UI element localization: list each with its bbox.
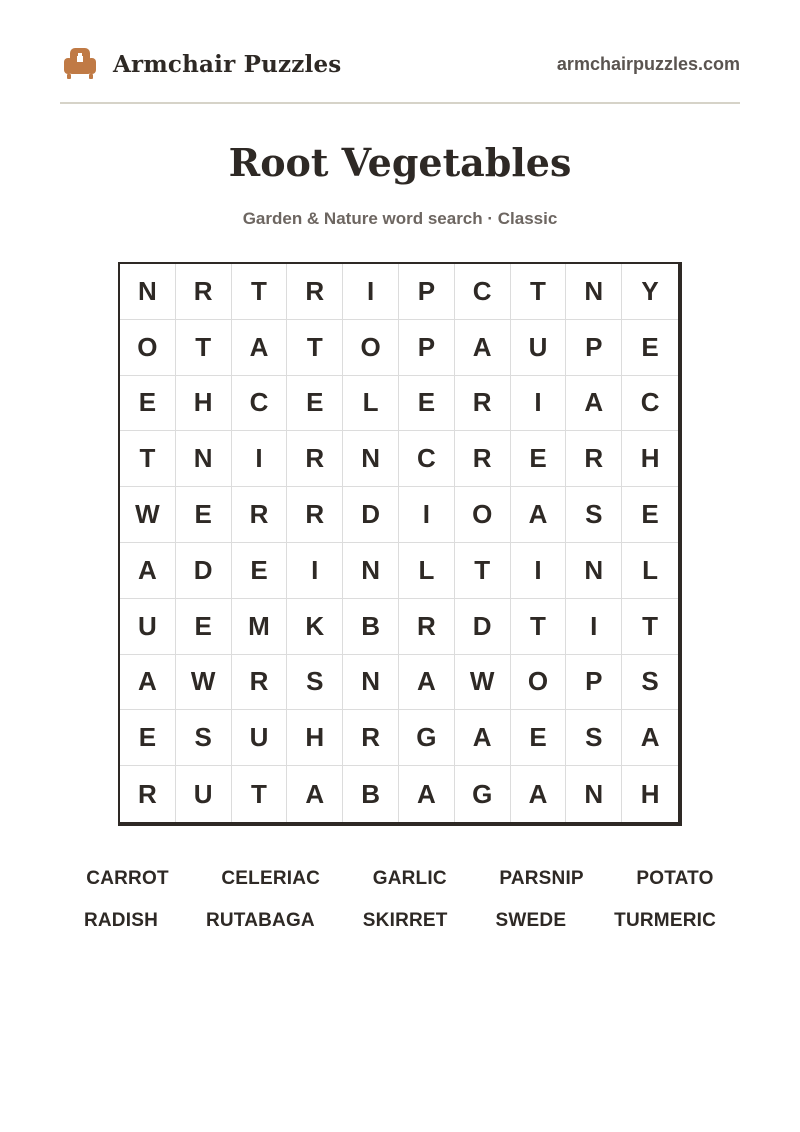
- grid-cell[interactable]: N: [343, 431, 399, 487]
- page-subtitle: Garden & Nature word search · Classic: [242, 209, 558, 228]
- word-list-item: PARSNIP: [499, 868, 584, 889]
- grid-cell[interactable]: O: [455, 487, 511, 543]
- grid-cell[interactable]: R: [455, 431, 511, 487]
- word-list-item: TURMERIC: [614, 910, 717, 931]
- grid-cell[interactable]: R: [176, 264, 232, 320]
- grid-cell[interactable]: L: [622, 543, 678, 599]
- grid-cell[interactable]: A: [399, 655, 455, 711]
- word-list-item: SWEDE: [495, 910, 567, 931]
- grid-cell[interactable]: A: [120, 543, 176, 599]
- grid-cell[interactable]: T: [287, 320, 343, 376]
- brand: [60, 44, 341, 84]
- grid-cell[interactable]: N: [566, 543, 622, 599]
- word-list-item: RADISH: [83, 910, 159, 931]
- grid-cell[interactable]: S: [622, 655, 678, 711]
- grid-cell[interactable]: A: [511, 487, 567, 543]
- grid-cell[interactable]: P: [566, 320, 622, 376]
- grid-cell[interactable]: D: [343, 487, 399, 543]
- grid-cell[interactable]: O: [511, 655, 567, 711]
- grid-cell[interactable]: O: [343, 320, 399, 376]
- grid-cell[interactable]: H: [622, 431, 678, 487]
- grid-cell[interactable]: R: [455, 376, 511, 432]
- grid-cell[interactable]: H: [176, 376, 232, 432]
- grid-cell[interactable]: T: [120, 431, 176, 487]
- grid-cell[interactable]: I: [511, 376, 567, 432]
- grid-cell[interactable]: N: [566, 264, 622, 320]
- grid-cell[interactable]: T: [232, 264, 288, 320]
- grid-cell[interactable]: E: [287, 376, 343, 432]
- grid-cell[interactable]: E: [176, 599, 232, 655]
- header-divider: [60, 102, 740, 104]
- grid-cell[interactable]: L: [343, 376, 399, 432]
- grid-cell[interactable]: W: [455, 655, 511, 711]
- grid-cell[interactable]: R: [232, 655, 288, 711]
- grid-cell[interactable]: S: [566, 710, 622, 766]
- grid-cell[interactable]: E: [232, 543, 288, 599]
- grid-cell[interactable]: E: [399, 376, 455, 432]
- grid-cell[interactable]: B: [343, 766, 399, 822]
- grid-cell[interactable]: I: [399, 487, 455, 543]
- grid-cell[interactable]: P: [399, 264, 455, 320]
- grid-cell[interactable]: R: [566, 431, 622, 487]
- grid-cell[interactable]: R: [343, 710, 399, 766]
- grid-cell[interactable]: U: [511, 320, 567, 376]
- grid-cell[interactable]: T: [511, 599, 567, 655]
- grid-cell[interactable]: L: [399, 543, 455, 599]
- grid-cell[interactable]: C: [622, 376, 678, 432]
- word-list-item: SKIRRET: [362, 910, 448, 931]
- grid-cell[interactable]: I: [232, 431, 288, 487]
- grid-cell[interactable]: T: [176, 320, 232, 376]
- grid-cell[interactable]: N: [176, 431, 232, 487]
- grid-cell[interactable]: R: [399, 599, 455, 655]
- grid-cell[interactable]: G: [455, 766, 511, 822]
- grid-cell[interactable]: S: [566, 487, 622, 543]
- word-list-row: [60, 858, 740, 900]
- grid-cell[interactable]: T: [511, 264, 567, 320]
- grid-cell[interactable]: W: [120, 487, 176, 543]
- grid-cell[interactable]: K: [287, 599, 343, 655]
- grid-cell[interactable]: U: [232, 710, 288, 766]
- grid-cell[interactable]: C: [232, 376, 288, 432]
- word-list-item: RUTABAGA: [205, 910, 315, 931]
- word-list-row: [60, 900, 740, 942]
- grid-cell[interactable]: E: [176, 487, 232, 543]
- word-list-item: POTATO: [636, 868, 714, 889]
- grid-cell[interactable]: R: [287, 264, 343, 320]
- grid-cell[interactable]: M: [232, 599, 288, 655]
- word-list: [60, 858, 740, 942]
- brand-name: Armchair Puzzles: [113, 50, 342, 78]
- grid-cell[interactable]: T: [232, 766, 288, 822]
- grid-cell[interactable]: A: [511, 766, 567, 822]
- grid-cell[interactable]: D: [176, 543, 232, 599]
- grid-cell[interactable]: A: [287, 766, 343, 822]
- grid-cell[interactable]: A: [399, 766, 455, 822]
- grid-cell[interactable]: D: [455, 599, 511, 655]
- grid-cell[interactable]: A: [232, 320, 288, 376]
- grid-cell[interactable]: I: [287, 543, 343, 599]
- grid-cell[interactable]: I: [343, 264, 399, 320]
- grid-cell[interactable]: R: [232, 487, 288, 543]
- grid-cell[interactable]: B: [343, 599, 399, 655]
- word-list-item: CARROT: [86, 868, 169, 889]
- grid-cell[interactable]: E: [120, 710, 176, 766]
- grid-cell[interactable]: I: [511, 543, 567, 599]
- grid-cell[interactable]: E: [511, 710, 567, 766]
- grid-cell[interactable]: P: [399, 320, 455, 376]
- grid-cell[interactable]: C: [399, 431, 455, 487]
- grid-cell[interactable]: H: [287, 710, 343, 766]
- grid-cell[interactable]: S: [287, 655, 343, 711]
- grid-cell[interactable]: A: [455, 320, 511, 376]
- grid-cell[interactable]: A: [455, 710, 511, 766]
- grid-cell[interactable]: C: [455, 264, 511, 320]
- grid-cell[interactable]: I: [566, 599, 622, 655]
- site-url[interactable]: armchairpuzzles.com: [556, 53, 740, 74]
- armchair-icon: [60, 44, 100, 84]
- grid-cell[interactable]: G: [399, 710, 455, 766]
- grid-cell[interactable]: A: [566, 376, 622, 432]
- grid-cell[interactable]: R: [287, 431, 343, 487]
- grid-cell[interactable]: S: [176, 710, 232, 766]
- grid-cell[interactable]: N: [120, 264, 176, 320]
- grid-cell[interactable]: A: [622, 710, 678, 766]
- grid-cell[interactable]: Y: [622, 264, 678, 320]
- grid-cell[interactable]: N: [343, 655, 399, 711]
- grid-cell[interactable]: P: [566, 655, 622, 711]
- grid-cell[interactable]: U: [120, 599, 176, 655]
- grid-cell[interactable]: E: [622, 487, 678, 543]
- grid-cell[interactable]: N: [343, 543, 399, 599]
- grid-cell[interactable]: H: [640, 778, 660, 809]
- word-list-item: GARLIC: [372, 868, 447, 889]
- grid-cell[interactable]: A: [120, 655, 176, 711]
- grid-cell[interactable]: T: [455, 543, 511, 599]
- word-list-item: CELERIAC: [221, 868, 321, 889]
- grid-cell[interactable]: O: [120, 320, 176, 376]
- page-title: Root Vegetables: [228, 140, 572, 185]
- grid-cell[interactable]: R: [287, 487, 343, 543]
- grid-cell[interactable]: T: [622, 599, 678, 655]
- word-search-grid: [118, 262, 682, 826]
- grid-cell[interactable]: E: [120, 376, 176, 432]
- grid-cell[interactable]: R: [120, 766, 176, 822]
- grid-cell[interactable]: N: [566, 766, 622, 822]
- grid-cell[interactable]: W: [176, 655, 232, 711]
- grid-cell[interactable]: E: [511, 431, 567, 487]
- page-header: [60, 44, 740, 84]
- grid-cell[interactable]: E: [622, 320, 678, 376]
- grid-cell[interactable]: U: [176, 766, 232, 822]
